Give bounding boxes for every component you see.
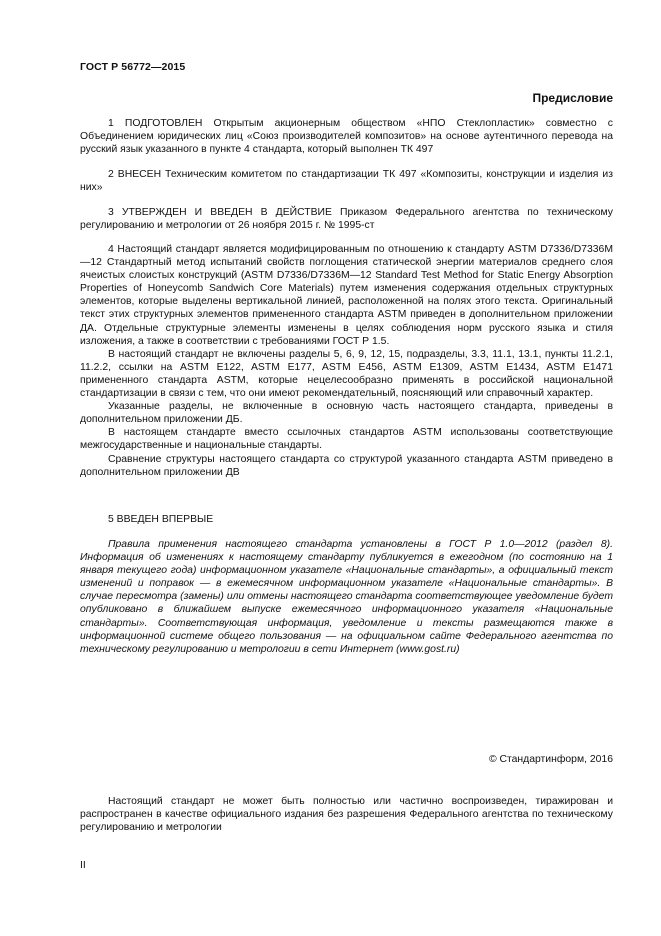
- section-4-paragraph-4: В настоящем стандарте вместо ссылочных стандартов ASTM использованы соответствующие межгосударственные и национальные стандарты.: [80, 427, 613, 452]
- section-4-paragraph-5: Сравнение структуры настоящего стандарта со структурой указанного стандарта ASTM приведено в дополнительном приложении ДВ: [80, 453, 613, 478]
- section-3: [80, 206, 613, 232]
- rules-note-text: Правила применения настоящего стандарта установлены в ГОСТ Р 1.0—2012 (раздел 8). Информация об изменениях к настоящему стандарту публикуется в ежегодном (по состоянию на 1 января текущего года) информационном указателе «Национальные стандарты», а официальный текст изменений и поправок — в ежемесячном информационном указателе «Национальные стандарты». В случае пересмотра (замены) или отмены настоящего стандарта соответствующее уведомление будет опубликовано в ближайшем выпуске ежемесячного информационного указателя «Национальные стандарты». Соответствующая информация, уведомление и тексты размещаются также в информационной системе общего пользования — на официальном сайте Федерального агентства по техническому регулированию и метрологии в сети Интернет (www.gost.ru): [80, 539, 613, 655]
- section-4: [80, 243, 613, 479]
- standard-code-header: ГОСТ Р 56772—2015: [80, 61, 186, 73]
- page-title: [80, 91, 613, 105]
- section-3-text: 3 УТВЕРЖДЕН И ВВЕДЕН В ДЕЙСТВИЕ Приказом Федерального агентства по техническому регулированию и метрологии от 26 ноября 2015 г. № 1995-ст: [80, 207, 613, 232]
- reproduction-notice-text: Настоящий стандарт не может быть полностью или частично воспроизведен, тиражирован и распространен в качестве официального издания без разрешения Федерального агентства по техническому регулированию и метрологии: [80, 796, 613, 834]
- section-5-text: 5 ВВЕДЕН ВПЕРВЫЕ: [108, 514, 214, 525]
- section-1-text: 1 ПОДГОТОВЛЕН Открытым акционерным обществом «НПО Стеклопластик» совместно с Объединением юридических лиц «Союз производителей композитов» на основе аутентичного перевода на русский язык указанного в пункте 4 стандарта, который выполнен ТК 497: [80, 118, 613, 156]
- section-1: [80, 117, 613, 156]
- section-4-paragraph-1: 4 Настоящий стандарт является модифицированным по отношению к стандарту ASTM D7336/D7336M—12 Стандартный метод испытаний свойств поглощения статической энергии материалов среднего слоя ячеистых слоистых конструкций (ASTM D7336/D7336M—12 Standard Test Method for Static Energy Absorption Properties of Honeycomb Sandwich Core Materials) путем изменения содержания отдельных структурных элементов, которые выделены вертикальной линией, расположенной на полях этого текста. Оригинальный текст этих структурных элементов примененного стандарта ASTM приведен в дополнительном приложении ДА. Отдельные структурные элементы изменены в целях соблюдения норм русского языка и стиля изложения, а также в соответствии с требованиями ГОСТ Р 1.5.: [80, 244, 613, 347]
- section-4-paragraph-2: В настоящий стандарт не включены разделы 5, 6, 9, 12, 15, подразделы, 3.3, 11.1, 13.1, пункты 11.2.1, 11.2.2, ссылки на ASTM E122, ASTM E177, ASTM E456, ASTM E1309, ASTM E1434, ASTM E1471 примененного стандарта ASTM, которые нецелесообразно применять в российской национальной стандартизации в связи с тем, что они имеют рекомендательный, поясняющий или справочный характер.: [80, 348, 613, 400]
- page-number: II: [80, 860, 86, 871]
- section-5: [80, 513, 613, 526]
- reproduction-notice: [80, 795, 613, 834]
- rules-note: [80, 538, 613, 656]
- section-4-paragraph-3: Указанные разделы, не включенные в основную часть настоящего стандарта, приведены в дополнительном приложении ДБ.: [80, 401, 613, 426]
- section-2: [80, 168, 613, 194]
- page-title-text: Предисловие: [532, 91, 613, 105]
- copyright: © Стандартинформ, 2016: [488, 754, 613, 765]
- section-2-text: 2 ВНЕСЕН Техническим комитетом по стандартизации ТК 497 «Композиты, конструкции и изделия из них»: [80, 169, 613, 194]
